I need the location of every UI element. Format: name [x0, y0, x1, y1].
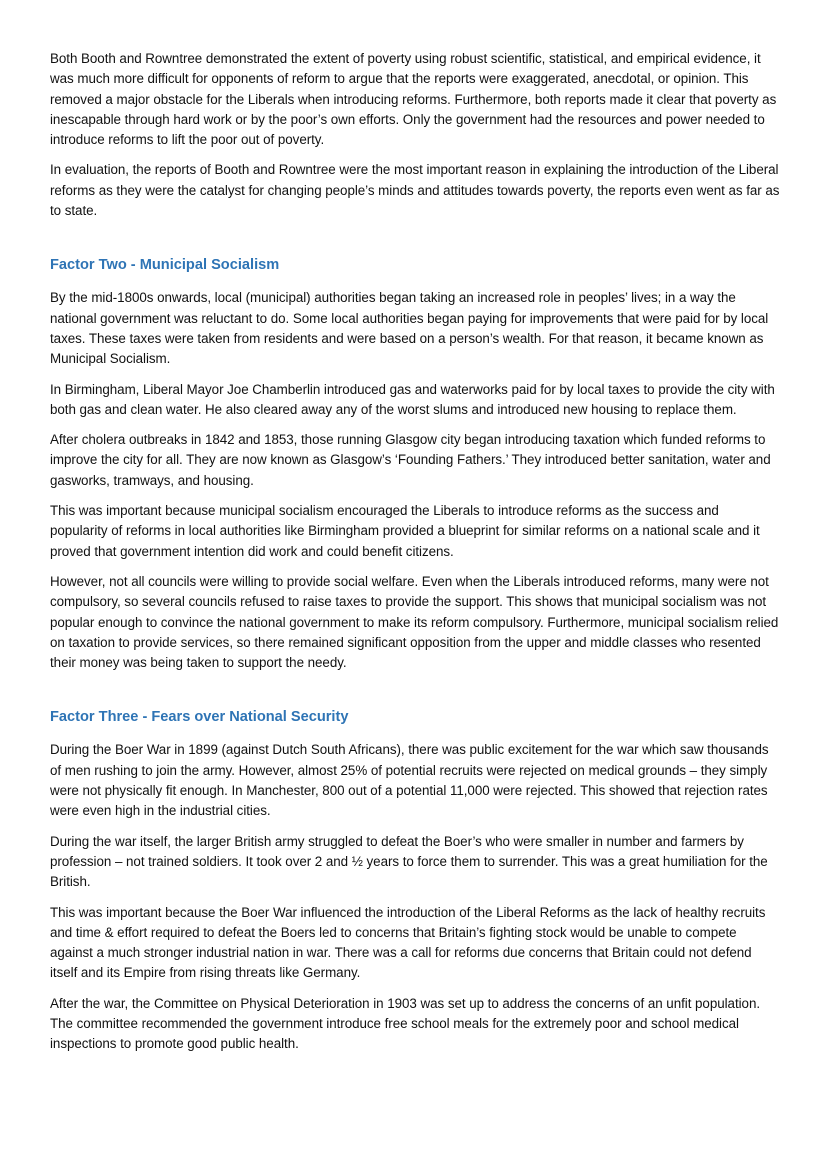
factor-three-paragraph-2: During the war itself, the larger British army struggled to defeat the Boer’s who were smaller in number and farmers by profession – not trained soldiers. It took over 2 and ½ years to force them to surrender. This was a great humiliation for the British.: [50, 833, 768, 890]
factor-two-paragraph-2: In Birmingham, Liberal Mayor Joe Chamberlin introduced gas and waterworks paid for by local taxes to provide the city with both gas and clean water. He also cleared away any of the worst slums and introduced new housing to replace them.: [50, 381, 775, 417]
factor-three-paragraph-1: During the Boer War in 1899 (against Dutch South Africans), there was public excitement for the war which saw thousands of men rushing to join the army. However, almost 25% of potential recruits were rejected on medical grounds – they simply were not physically fit enough. In Manchester, 800 out of a potential 11,000 were rejected. This showed that rejection rates were even high in the industrial cities.: [50, 742, 769, 819]
document-page: [50, 49, 780, 1065]
factor-three-section: [50, 707, 780, 1054]
factor-two-paragraph-3: After cholera outbreaks in 1842 and 1853, those running Glasgow city began introducing taxation which funded reforms to improve the city for all. They are now known as Glasgow’s ‘Founding Fathers.’ They introduced better sanitation, water and gasworks, tramways, and housing.: [50, 432, 771, 488]
factor-two-paragraph-4: This was important because municipal socialism encouraged the Liberals to introduce reforms as the success and popularity of reforms in local authorities like Birmingham provided a blueprint for similar reforms on a national scale and it proved that government intention did work and could benefit citizens.: [50, 503, 760, 559]
factor-three-paragraph-4: After the war, the Committee on Physical Deterioration in 1903 was set up to address the concerns of an unfit population. The committee recommended the government introduce free school meals for the extremely poor and school medical inspections to promote good public health.: [50, 995, 761, 1052]
factor-two-heading: Factor Two - Municipal Socialism: [50, 257, 280, 274]
factor-three-heading: Factor Three - Fears over National Security: [50, 709, 349, 726]
intro-paragraph-1: Both Booth and Rowntree demonstrated the extent of poverty using robust scientific, statistical, and empirical evidence, it was much more difficult for opponents of reform to argue that the reports were exaggerated, anecdotal, or opinion. This removed a major obstacle for the Liberals when introducing reforms. Furthermore, both reports made it clear that poverty as inescapable through hard work or by the poor’s own efforts. Only the government had the resources and power needed to introduce reforms to lift the poor out of poverty.: [50, 51, 777, 148]
intro-section: [50, 49, 780, 221]
factor-three-paragraph-3: This was important because the Boer War influenced the introduction of the Liberal Reforms as the lack of healthy recruits and time & effort required to defeat the Boers led to concerns that Britain’s fighting stock would be unable to compete against a much stronger industrial nation in war. There was a call for reforms due concerns that Britain could not defend itself and its Empire from rising threats like Germany.: [50, 904, 766, 981]
factor-two-paragraph-1: By the mid-1800s onwards, local (municipal) authorities began taking an increased role in peoples’ lives; in a way the national government was reluctant to do. Some local authorities began paying for improvements that were paid for by local taxes. These taxes were taken from residents and were based on a person’s wealth. For that reason, it became known as Municipal Socialism.: [50, 290, 769, 367]
factor-two-section: [50, 255, 780, 673]
intro-paragraph-2: In evaluation, the reports of Booth and Rowntree were the most important reason in explaining the introduction of the Liberal reforms as they were the catalyst for changing people’s minds and attitudes towards poverty, the reports even went as far as to state.: [50, 162, 780, 219]
factor-two-paragraph-5: However, not all councils were willing to provide social welfare. Even when the Liberals introduced reforms, many were not compulsory, so several councils refused to raise taxes to provide the support. This shows that municipal socialism was not popular enough to convince the national government to make its reform compulsory. Furthermore, municipal socialism relied on taxation to provide services, so there remained significant opposition from the upper and middle classes who resented their money was being taken to support the needy.: [50, 573, 779, 671]
